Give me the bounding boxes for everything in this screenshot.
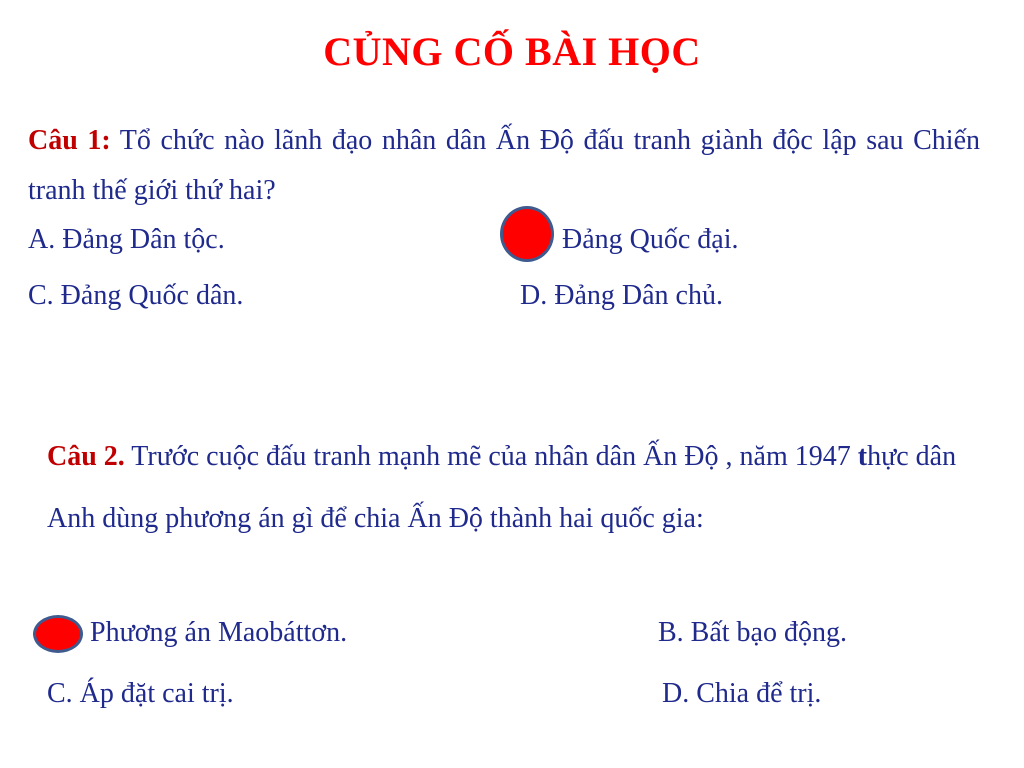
answer-marker-q2 — [33, 615, 83, 653]
question-2 — [47, 426, 977, 550]
question-2-option-b[interactable]: B. Bất bạo động. — [658, 617, 847, 648]
answer-marker-q1 — [500, 206, 554, 262]
question-1-option-c[interactable]: C. Đảng Quốc dân. — [28, 280, 244, 311]
question-1-option-a[interactable]: A. Đảng Dân tộc. — [28, 224, 225, 255]
question-1-option-b[interactable]: Đảng Quốc đại. — [562, 224, 739, 255]
question-2-label: Câu 2. — [47, 441, 125, 472]
question-2-option-a[interactable]: Phương án Maobáttơn. — [90, 617, 348, 648]
question-1-option-d[interactable]: D. Đảng Dân chủ. — [520, 280, 723, 311]
question-2-text-part2: hực dân Anh dùng phương án gì để chia Ấn Độ thành hai quốc gia: — [47, 441, 957, 534]
question-1-label: Câu 1: — [28, 125, 111, 156]
question-1-text: Tổ chức nào lãnh đạo nhân dân Ấn Độ đấu tranh giành độc lập sau Chiến tranh thế giới thứ hai? — [28, 125, 980, 206]
question-2-option-d[interactable]: D. Chia để trị. — [662, 678, 822, 709]
question-2-text-bold: t — [857, 441, 868, 472]
slide-title: CỦNG CỐ BÀI HỌC — [323, 29, 701, 74]
question-1 — [28, 116, 980, 216]
question-2-option-c[interactable]: C. Áp đặt cai trị. — [47, 678, 234, 709]
question-2-text-part1: Trước cuộc đấu tranh mạnh mẽ của nhân dân Ấn Độ , năm 1947 — [124, 441, 858, 472]
